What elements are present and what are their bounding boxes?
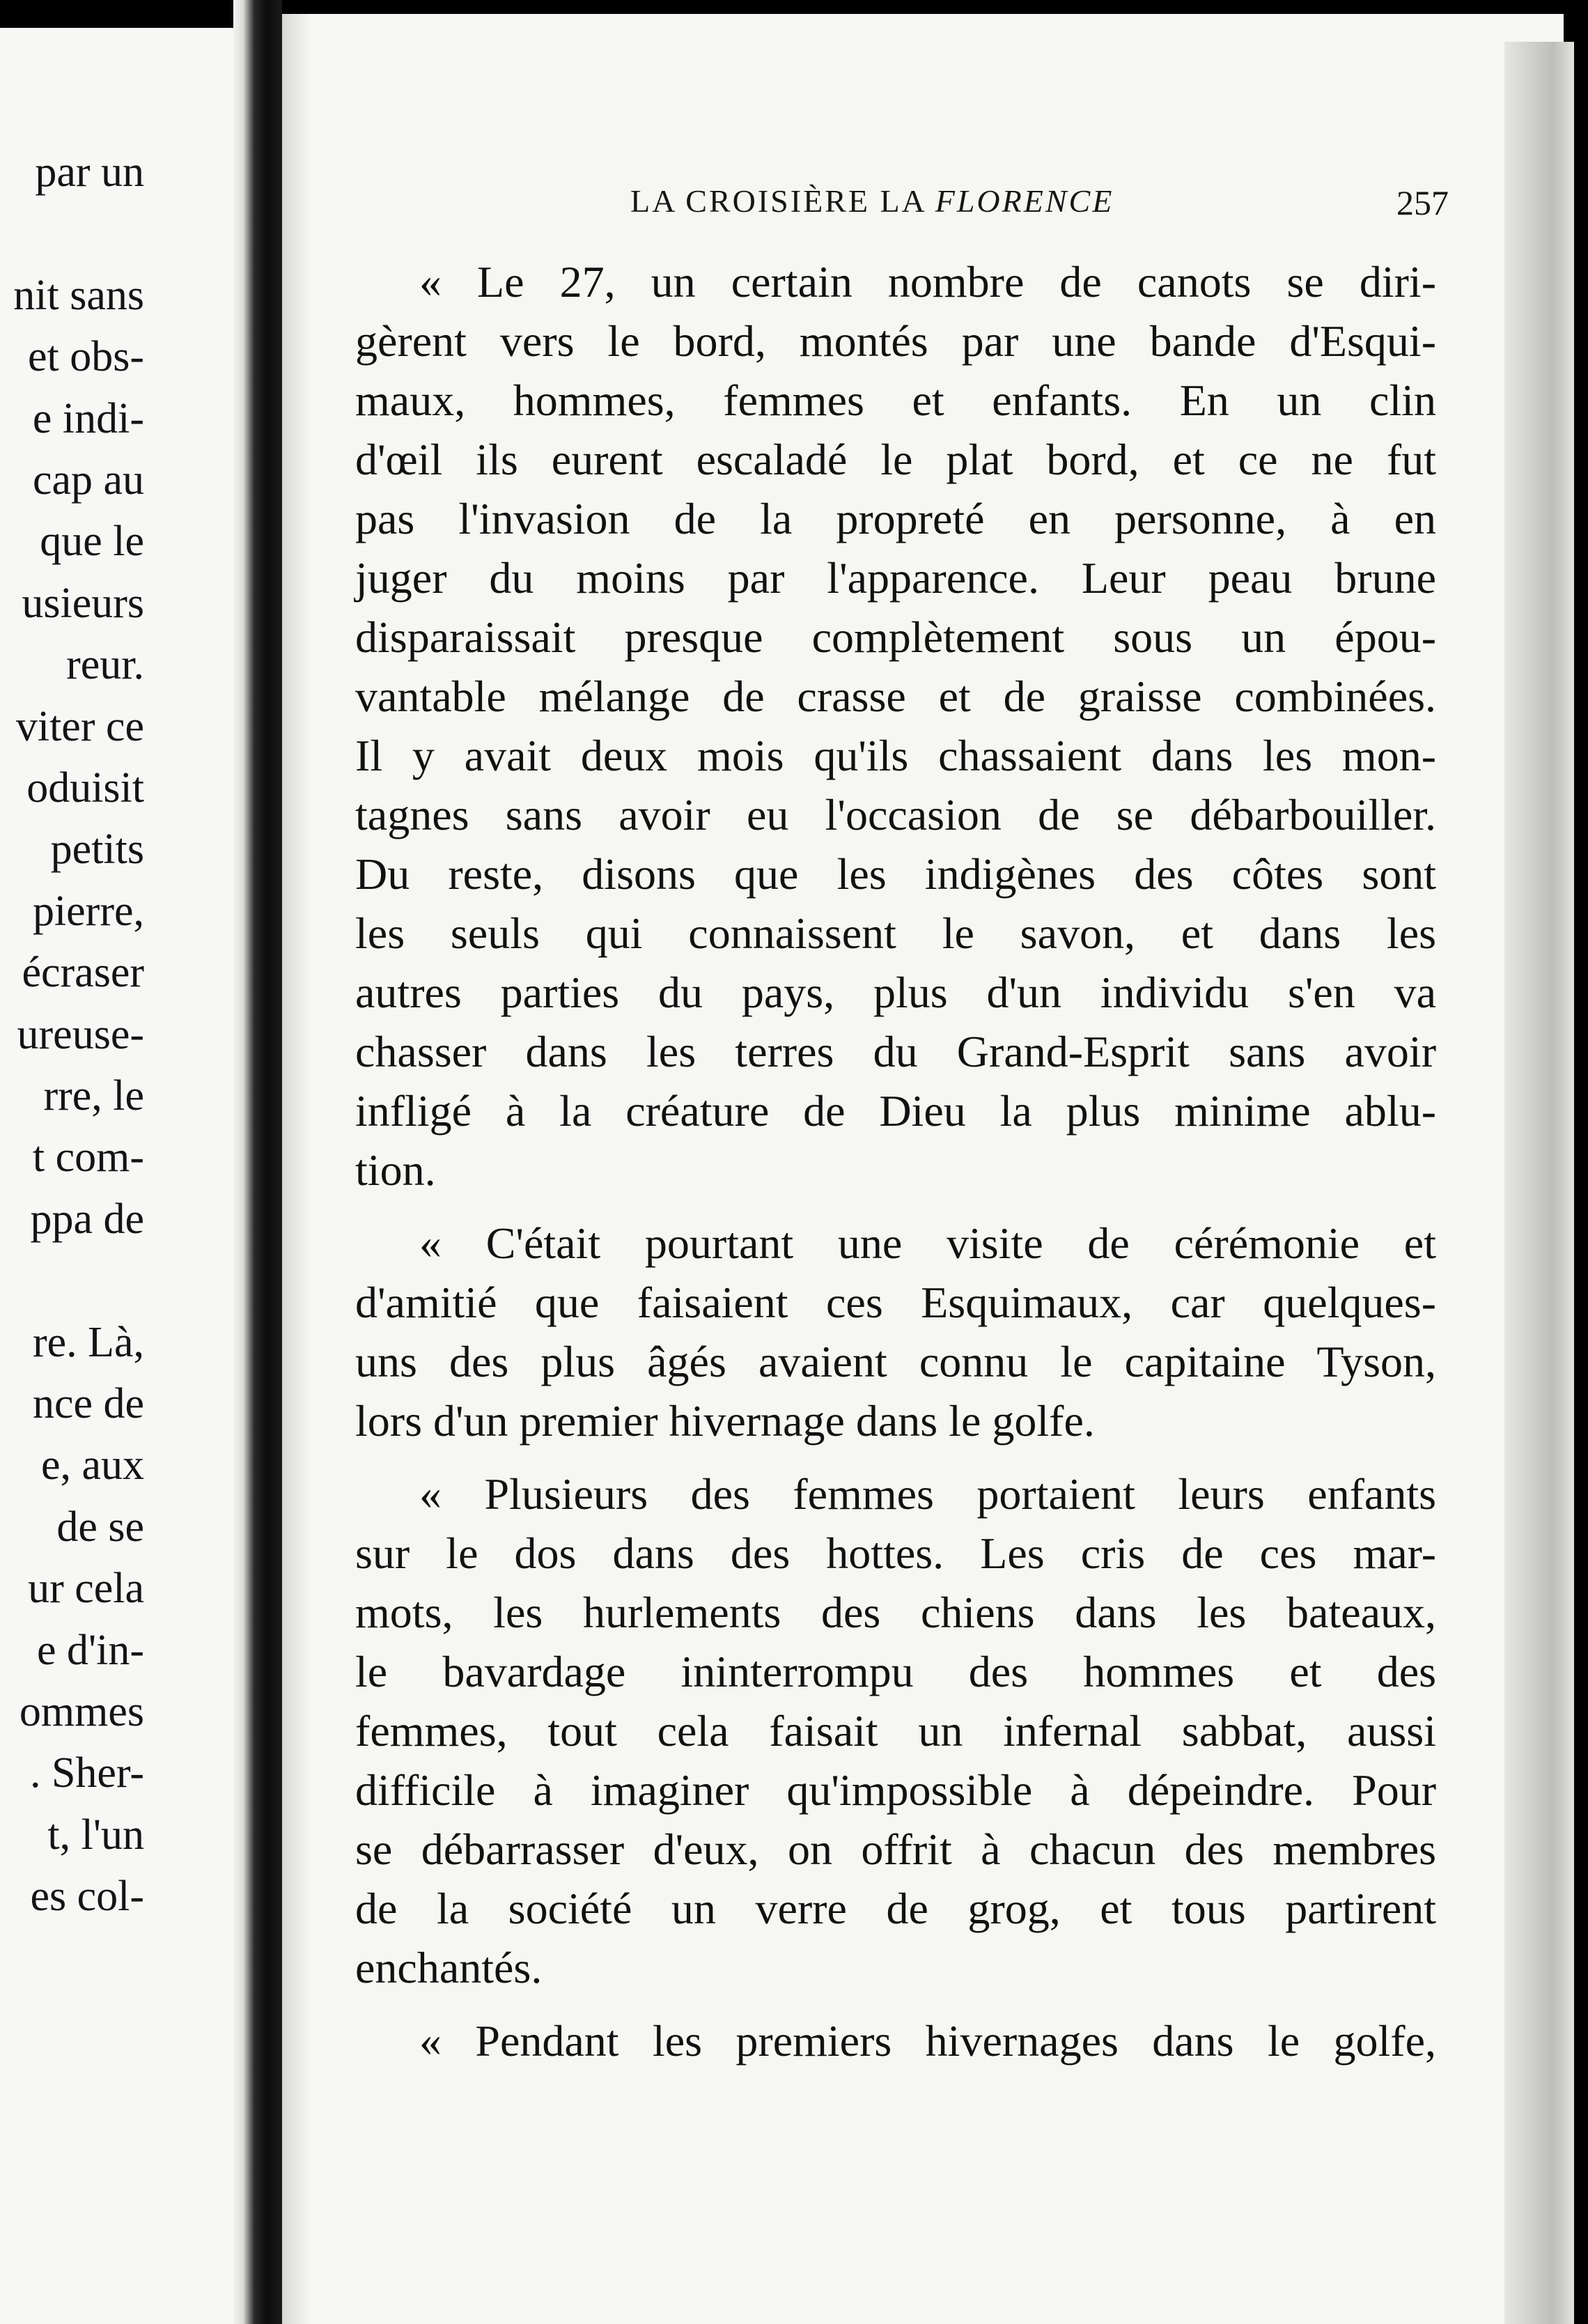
running-title-main: LA CROISIÈRE LA [630,183,935,219]
previous-page-line: nce de [32,1380,144,1427]
previous-page-line: reur. [66,641,144,689]
previous-page-line: nit sans [13,271,144,319]
text-line: de la société un verre de grog, et tous partirent [355,1884,1436,1933]
page-number: 257 [1396,183,1449,222]
previous-page-line: que le [40,518,144,566]
text-line: se débarrasser d'eux, on offrit à chacun des membres [355,1825,1436,1874]
text-line: femmes, tout cela faisait un infernal sabbat, aussi [355,1706,1436,1756]
previous-page-line: oduisit [26,764,144,812]
text-line: juger du moins par l'apparence. Leur peau brune [355,553,1436,603]
text-line: lors d'un premier hivernage dans le golfe. [355,1396,1095,1446]
text-line: difficile à imaginer qu'impossible à dépeindre. Pour [355,1765,1436,1815]
previous-page-line: t com- [32,1133,144,1182]
running-title-ship: FLORENCE [935,183,1114,219]
text-line: mots, les hurlements des chiens dans les bateaux, [355,1588,1436,1637]
text-line: maux, hommes, femmes et enfants. En un clin [355,375,1436,425]
text-line: « Le 27, un certain nombre de canots se diri- [419,257,1436,307]
previous-page-line: e, aux [40,1441,144,1489]
previous-page-line: ommes [19,1688,144,1735]
text-line: uns des plus âgés avaient connu le capitaine Tyson, [355,1337,1436,1386]
previous-page-line: de se [56,1503,144,1551]
previous-page-line: e indi- [32,394,144,442]
text-line: d'œil ils eurent escaladé le plat bord, et ce ne fut [355,435,1436,484]
text-line: « Plusieurs des femmes portaient leurs enfants [419,1469,1436,1519]
text-line: gèrent vers le bord, montés par une bande d'Esqui- [355,316,1436,366]
text-line: tion. [355,1145,436,1195]
text-line: enchantés. [355,1943,543,1992]
previous-page-line: re. Là, [32,1318,144,1366]
text-line: sur le dos dans des hottes. Les cris de ces mar- [355,1528,1436,1578]
previous-page-line: pierre, [32,887,144,935]
text-line: « C'était pourtant une visite de cérémonie et [419,1218,1436,1268]
previous-page-line: . Sher- [29,1749,144,1797]
text-line: les seuls qui connaissent le savon, et dans les [355,908,1436,958]
previous-page-line: rre, le [43,1072,144,1120]
previous-page-line: petits [50,826,144,874]
text-line: tagnes sans avoir eu l'occasion de se débarbouiller. [355,790,1436,839]
text-line: vantable mélange de crasse et de graisse combinées. [355,672,1436,721]
previous-page-line: e d'in- [36,1626,144,1674]
previous-page-line: et obs- [27,333,144,381]
previous-page-line: es col- [30,1873,144,1921]
previous-page-line: ppa de [30,1195,144,1243]
text-line: le bavardage ininterrompu des hommes et des [355,1647,1436,1696]
previous-page-line: écraser [22,949,144,997]
previous-page-line: usieurs [22,579,144,627]
text-line: d'amitié que faisaient ces Esquimaux, car quelques- [355,1278,1436,1327]
text-line: Du reste, disons que les indigènes des côtes sont [355,849,1436,899]
previous-page-line: ureuse- [17,1010,144,1058]
text-line: pas l'invasion de la propreté en personne, à en [355,494,1436,543]
text-line: disparaissait presque complètement sous un épou- [355,612,1436,662]
text-line: « Pendant les premiers hivernages dans le golfe, [419,2016,1436,2066]
previous-page-line: par un [35,148,144,196]
previous-page-line: cap au [32,456,144,504]
text-line: chasser dans les terres du Grand-Esprit sans avoir [355,1027,1436,1076]
text-line: infligé à la créature de Dieu la plus minime ablu- [355,1086,1436,1136]
text-line: autres parties du pays, plus d'un individu s'en va [355,968,1436,1017]
previous-page-line: viter ce [15,702,144,750]
text-line: Il y avait deux mois qu'ils chassaient dans les mon- [355,731,1436,780]
previous-page-line: t, l'un [47,1811,144,1859]
previous-page-line: ur cela [28,1565,144,1613]
